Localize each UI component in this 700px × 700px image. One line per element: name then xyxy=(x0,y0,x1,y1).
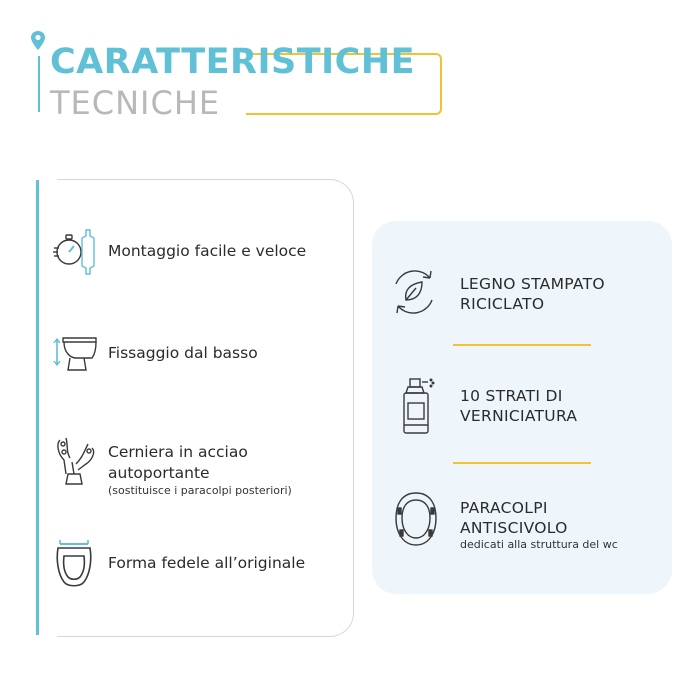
feature-hinge-label xyxy=(108,442,292,499)
toilet-seat-icon xyxy=(54,538,94,594)
feature-fixing-label: Fissaggio dal basso xyxy=(108,344,258,362)
stopwatch-wrench-icon xyxy=(52,226,98,282)
toilet-bowl-icon xyxy=(52,332,98,378)
feature-paint-line2: VERNICIATURA xyxy=(460,407,578,426)
feature-bumpers-note: dedicati alla struttura del wc xyxy=(460,538,618,552)
feature-hinge-note: (sostituisce i paracolpi posteriori) xyxy=(108,483,292,497)
feature-paint-layers xyxy=(460,386,577,426)
divider xyxy=(453,344,591,346)
feature-recycled-wood xyxy=(460,274,605,314)
feature-recycled-line1: LEGNO STAMPATO xyxy=(460,275,605,293)
recycle-leaf-icon xyxy=(386,264,442,324)
divider xyxy=(453,462,591,464)
left-accent-line xyxy=(36,180,39,635)
location-pin-icon xyxy=(30,30,46,56)
feature-bumpers-line1: PARACOLPI xyxy=(460,499,548,517)
hinge-icon xyxy=(52,434,98,494)
feature-hinge-line1: Cerniera in acciao xyxy=(108,443,248,461)
feature-recycled-line2: RICICLATO xyxy=(460,295,545,314)
feature-bumpers xyxy=(460,498,618,553)
feature-shape-label: Forma fedele all’originale xyxy=(108,554,306,572)
feature-hinge-line2: autoportante xyxy=(108,463,210,482)
header-accent-line xyxy=(38,56,40,112)
spray-can-icon xyxy=(398,377,438,441)
page-subtitle: TECNICHE xyxy=(50,84,221,122)
page-title: CARATTERISTICHE xyxy=(50,42,416,82)
feature-assembly-label: Montaggio facile e veloce xyxy=(108,242,307,260)
seat-bumpers-icon xyxy=(392,490,440,552)
feature-bumpers-line2: ANTISCIVOLO xyxy=(460,519,568,538)
feature-paint-line1: 10 STRATI DI xyxy=(460,387,563,405)
